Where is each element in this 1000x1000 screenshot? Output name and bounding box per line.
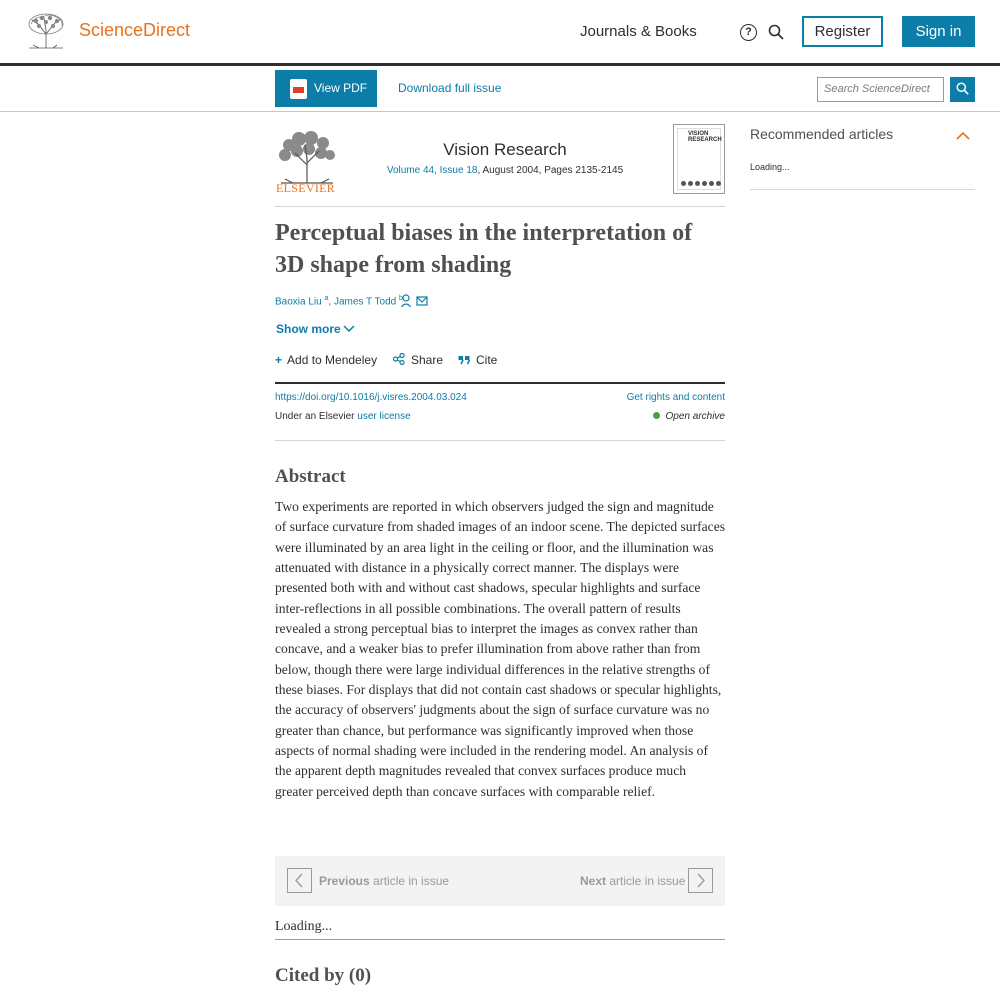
get-rights-link[interactable]: Get rights and content bbox=[626, 392, 725, 403]
author-separator: , bbox=[328, 296, 334, 308]
show-more-button[interactable]: Show more bbox=[276, 322, 341, 336]
user-license-link[interactable]: user license bbox=[357, 411, 411, 422]
divider bbox=[275, 939, 725, 940]
search-input[interactable]: Search ScienceDirect bbox=[817, 77, 944, 102]
previous-article-button[interactable] bbox=[287, 868, 312, 893]
plus-icon: + bbox=[275, 353, 283, 367]
share-label: Share bbox=[411, 353, 444, 367]
divider bbox=[750, 189, 975, 190]
journals-books-link[interactable]: Journals & Books bbox=[580, 23, 697, 40]
abstract-text: Two experiments are reported in which observers judged the sign and magnitude of surface curvature from shaded images of an indoor scene. The depicted surfaces were illuminated by an area light in the ceiling or floor, and the illumination was attenuated with distance in a physically correct manner. The displays were presented both with and without cast shadows, specular highlights and surface inter-reflections in all possible combinations. The overall pattern of results revealed a strong perceptual bias to interpret the images as convex rather than concave, and a weaker bias to prefer illumination from above rather than from below, though there were large individual differences in the relative strengths of these biases. For displays that did not contain cast shadows or specular highlights, the accuracy of observers' judgments about the sign of surface curvature was no greater than chance, but performance was significantly improved when those aspects of normal shading were included in the rendering model. An analysis of the apparent depth magnitudes revealed that convex surfaces produce much greater perceived depth than concave surfaces with comparable relief. bbox=[275, 499, 726, 799]
view-pdf-button[interactable] bbox=[275, 70, 377, 107]
article-pager bbox=[275, 856, 725, 906]
pdf-icon bbox=[290, 79, 307, 99]
journal-citation bbox=[355, 165, 655, 176]
divider bbox=[275, 382, 725, 384]
author-affiliation: b bbox=[399, 295, 403, 302]
recommended-articles-heading[interactable]: Recommended articles bbox=[750, 126, 894, 142]
cover-title: VISION RESEARCH bbox=[688, 131, 722, 143]
sign-in-button[interactable]: Sign in bbox=[902, 16, 975, 47]
cite-label: Cite bbox=[476, 353, 498, 367]
chevron-up-icon[interactable] bbox=[956, 131, 970, 140]
previous-rest: article in issue bbox=[369, 874, 450, 888]
divider bbox=[275, 206, 725, 207]
next-article-link[interactable] bbox=[580, 874, 685, 888]
previous-label: Previous bbox=[319, 874, 370, 888]
author-list bbox=[275, 295, 403, 307]
quote-icon bbox=[458, 355, 470, 365]
share-icon bbox=[393, 353, 405, 365]
loading-text: Loading... bbox=[275, 919, 333, 934]
register-button[interactable]: Register bbox=[802, 16, 883, 47]
cite-button[interactable] bbox=[458, 353, 497, 367]
open-archive-label: Open archive bbox=[665, 411, 725, 422]
next-article-button[interactable] bbox=[688, 868, 713, 893]
doi-link[interactable]: https://doi.org/10.1016/j.visres.2004.03.024 bbox=[275, 392, 467, 403]
license-prefix: Under an Elsevier bbox=[275, 411, 358, 422]
next-label: Next bbox=[580, 874, 607, 888]
search-icon[interactable] bbox=[768, 24, 784, 40]
chevron-left-icon bbox=[288, 869, 311, 892]
divider bbox=[275, 440, 725, 441]
add-to-mendeley-button[interactable] bbox=[275, 353, 377, 367]
article-toolbar bbox=[0, 66, 1000, 112]
view-pdf-label: View PDF bbox=[314, 81, 368, 95]
cited-by-heading: Cited by (0) bbox=[275, 965, 372, 986]
site-header bbox=[0, 0, 1000, 63]
chevron-right-icon bbox=[689, 869, 712, 892]
recommended-loading-text: Loading... bbox=[750, 162, 790, 172]
author-link[interactable]: James T Todd bbox=[333, 296, 397, 308]
article-title: Perceptual biases in the interpretation of 3D shape from shading bbox=[275, 220, 693, 278]
search-icon bbox=[956, 82, 969, 95]
share-button[interactable] bbox=[393, 353, 443, 367]
previous-article-link[interactable] bbox=[319, 874, 449, 888]
author-affiliation: a bbox=[324, 295, 329, 302]
license-info bbox=[275, 411, 411, 422]
author-link[interactable]: Baoxia Liu bbox=[275, 296, 322, 308]
download-full-issue-link[interactable]: Download full issue bbox=[398, 81, 502, 95]
open-archive-badge bbox=[560, 411, 725, 422]
elsevier-tree-icon[interactable] bbox=[25, 12, 67, 50]
volume-issue-link[interactable]: Volume 44, Issue 18 bbox=[386, 165, 478, 176]
help-icon[interactable]: ? bbox=[740, 24, 757, 41]
person-icon bbox=[402, 295, 411, 307]
brand-name[interactable]: ScienceDirect bbox=[79, 20, 191, 40]
status-dot-icon bbox=[653, 412, 660, 419]
search-submit-button[interactable] bbox=[950, 77, 975, 102]
author-contact-icons[interactable] bbox=[401, 294, 431, 308]
publisher-name: ELSEVIER bbox=[276, 181, 336, 195]
mail-icon bbox=[417, 297, 427, 305]
journal-cover[interactable] bbox=[673, 124, 725, 194]
abstract-heading: Abstract bbox=[275, 466, 346, 487]
cover-artwork bbox=[681, 181, 721, 186]
chevron-down-icon[interactable] bbox=[343, 324, 355, 334]
add-to-mendeley-label: Add to Mendeley bbox=[287, 353, 378, 367]
next-rest: article in issue bbox=[606, 874, 686, 888]
journal-title[interactable]: Vision Research bbox=[443, 140, 567, 159]
journal-date-pages: , August 2004, Pages 2135-2145 bbox=[477, 165, 624, 176]
